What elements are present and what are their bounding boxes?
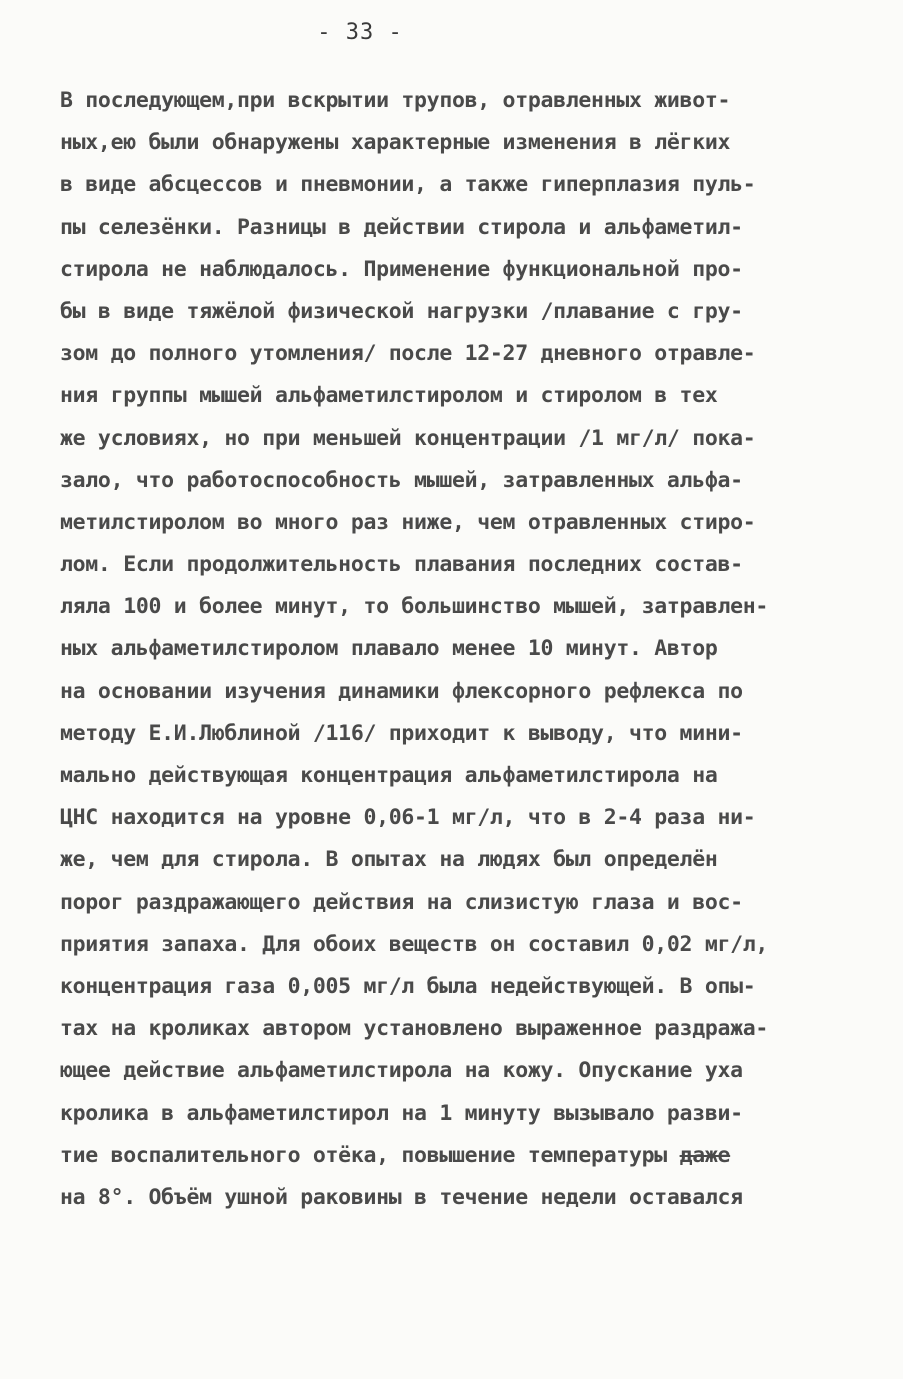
text-line: зало, что работоспособность мышей, затравленных альфа- [60, 467, 743, 493]
text-line: пы селезёнки. Разницы в действии стирола и альфаметил- [60, 214, 743, 240]
text-line: же условиях, но при меньшей концентрации /1 мг/л/ пока- [60, 425, 756, 451]
text-line: тах на кроликах автором установлено выраженное раздража- [60, 1016, 769, 1042]
text-line: ных альфаметилстиролом плавало менее 10 минут. Автор [60, 636, 718, 662]
struck-word: даже [679, 1142, 731, 1168]
text-line: ляла 100 и более минут, то большинство мышей, затравлен- [60, 594, 769, 620]
text-line: мально действующая концентрация альфаметилстирола на [60, 763, 718, 788]
text-line: приятия запаха. Для обоих веществ он составил 0,02 мг/л, [60, 931, 769, 957]
text-line: методу Е.И.Люблиной /116/ приходит к выводу, что мини- [60, 720, 743, 746]
text-line: порог раздражающего действия на слизистую глаза и вос- [60, 889, 743, 915]
text-line: бы в виде тяжёлой физической нагрузки /плавание с гру- [60, 298, 743, 324]
text-line: метилстиролом во много раз ниже, чем отравленных стиро- [60, 509, 756, 535]
text-line: ных,ею были обнаружены характерные изменения в лёгких [60, 130, 731, 156]
text-line: на 8°. Объём ушной раковины в течение недели оставался [60, 1184, 743, 1210]
text-line: кролика в альфаметилстирол на 1 минуту вызывало разви- [60, 1100, 743, 1126]
text-line: на основании изучения динамики флексорного рефлекса по [60, 678, 743, 704]
text-line-with-strike [60, 1135, 890, 1177]
text-line: зом до полного утомления/ после 12-27 дневного отравле- [60, 341, 756, 367]
text-line: лом. Если продолжительность плавания последних состав- [60, 552, 743, 578]
body-text [60, 80, 890, 1219]
text-line: ЦНС находится на уровне 0,06-1 мг/л, что в 2-4 раза ни- [60, 805, 756, 831]
page-number: - 33 - [317, 20, 403, 45]
text-line-segment: тие воспалительного отёка, повышение температуры [60, 1142, 667, 1168]
text-line: В последующем,при вскрытии трупов, отравленных живот- [60, 88, 731, 113]
text-line: концентрация газа 0,005 мг/л была недействующей. В опы- [60, 973, 756, 999]
text-line: ния группы мышей альфаметилстиролом и стиролом в тех [60, 383, 718, 409]
text-line: стирола не наблюдалось. Применение функциональной про- [60, 256, 743, 282]
text-line: в виде абсцессов и пневмонии, а также гиперплазия пуль- [60, 172, 756, 198]
text-line: ющее действие альфаметилстирола на кожу. Опускание уха [60, 1058, 743, 1084]
text-line: же, чем для стирола. В опытах на людях был определён [60, 847, 718, 873]
